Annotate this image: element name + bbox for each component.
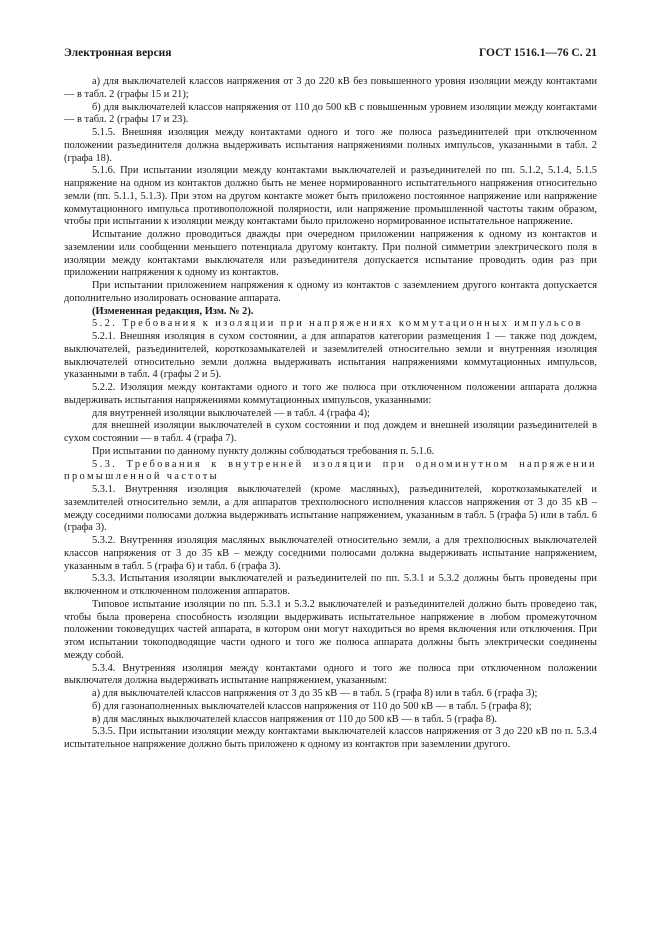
paragraph: 5.3.5. При испытании изоляции между контактами выключателей классов напряжения от 3 до 220 кВ по п. 5.3.4 испытательное напряжение должно быть приложено к одному из контактов при заземлении другого. — [64, 726, 597, 750]
paragraph: 5.3.4. Внутренняя изоляция между контактами одного и того же полюса при отключенном положении выключателя должна выдерживать испытание напряжением, указанным: — [64, 662, 597, 687]
paragraph: 5.2.2. Изоляция между контактами одного и того же полюса при отключенном положении аппарата должна выдерживать испытания напряжениями коммутационных импульсов, указанными: — [64, 382, 597, 406]
header-edition-label: Электронная версия — [64, 47, 172, 59]
paragraph: 5.1.6. При испытании изоляции между контактами выключателей и разъединителей по пп. 5.1.2, 5.1.4, 5.1.5 напряжение на одном из контактов должно быть не менее нормированного испытательного напряжения относительно земли (пп. 5.1.1, 5.1.3). При этом на другом контакте может быть приложено постоянное напряжение или напряжение коммутационного импульса противоположной полярности, или напряжение промышленной частоты таким образом, чтобы при испытании к изоляции между контактами было приложено нормированное испытательное напряжение. — [64, 165, 597, 228]
paragraph: Типовое испытание изоляции по пп. 5.3.1 и 5.3.2 выключателей и разъединителей должно быть проведено так, чтобы была проверена способность изоляции выдерживать испытательное напряжение в любом промежуточном положении токоведущих частей аппарата, в котором они могут находиться во время включения или отключения. При этом испытании токоподводящие части одного и того же полюса аппарата должны быть электрически соединены между собой. — [64, 598, 597, 661]
paragraph: 5.1.5. Внешняя изоляция между контактами одного и того же полюса разъединителей при отключенном положении разъединителя должна выдерживать испытания напряжениями полных импульсов, указанными в табл. 2 (графа 18). — [64, 127, 597, 164]
paragraph: При испытании приложением напряжения к одному из контактов с заземлением другого контакта допускается дополнительно изолировать основание аппарата. — [64, 280, 597, 304]
paragraph: 5.3. Требования к внутренней изоляции при одноминутном напряжении промышленной частоты — [64, 458, 597, 483]
paragraph: (Измененная редакция, Изм. № 2). — [92, 305, 254, 317]
paragraph: б) для газонаполненных выключателей классов напряжения от 110 до 500 кВ — в табл. 5 (графа 8); — [92, 700, 532, 712]
paragraph: б) для выключателей классов напряжения от 110 до 500 кВ с повышенным уровнем изоляции между контактами — в табл. 2 (графы 17 и 23). — [64, 101, 597, 126]
paragraph: а) для выключателей классов напряжения от 3 до 220 кВ без повышенного уровня изоляции между контактами — в табл. 2 (графы 15 и 21); — [64, 76, 597, 100]
document-body — [64, 76, 597, 752]
paragraph: 5.3.2. Внутренняя изоляция масляных выключателей относительно земли, а для трехполюсных выключателей классов напряжения от 3 до 35 кВ – между соседними полюсами должна выдерживать испытание напряжением, указанным в табл. 5 (графа 6) и табл. 6 (графа 3). — [64, 535, 597, 572]
header-standard-page: ГОСТ 1516.1—76 С. 21 — [478, 47, 597, 59]
paragraph: для внутренней изоляции выключателей — в табл. 4 (графа 4); — [92, 407, 370, 419]
paragraph: 5.2. Требования к изоляции при напряжениях коммутационных импульсов — [92, 318, 583, 330]
paragraph: 5.3.3. Испытания изоляции выключателей и разъединителей по пп. 5.3.1 и 5.3.2 должны быть проведены при включенном и отключенном положения аппаратов. — [64, 573, 597, 597]
paragraph: в) для масляных выключателей классов напряжения от 110 до 500 кВ — в табл. 5 (графа 8). — [92, 713, 498, 725]
paragraph: Испытание должно проводиться дважды при очередном приложении напряжения к одному из контактов и заземлении или сообщении меньшего потенциала другому контакту. При полной симметрии электрического поля в изоляции между контактами выключателя или разъединителя допускается испытание проводить один раз при приложении напряжения к одному из контактов. — [64, 229, 597, 279]
paragraph: 5.3.1. Внутренняя изоляция выключателей (кроме масляных), разъединителей, короткозамыкателей и заземлителей относительно земли, а для аппаратов трехполюсного исполнения классов напряжения от 3 до 35 кВ – между соседними полюсами должна выдерживать испытание напряжением, указанным в табл. 5 (графа 5) или в табл. 6 (графа 3). — [64, 484, 597, 534]
paragraph: а) для выключателей классов напряжения от 3 до 35 кВ — в табл. 5 (графа 8) или в табл. 6 (графа 3); — [92, 688, 538, 699]
paragraph: 5.2.1. Внешняя изоляция в сухом состоянии, а для аппаратов категории размещения 1 — также под дождем, выключателей, разъединителей, короткозамыкателей и заземлителей относительно земли и внутренняя изоляция выключателей относительно земли должна выдерживать испытания напряжениями коммутационных импульсов, указанными в табл. 4 (графы 2 и 5). — [64, 331, 597, 381]
paragraph: При испытании по данному пункту должны соблюдаться требования п. 5.1.6. — [92, 445, 435, 457]
paragraph: для внешней изоляции выключателей в сухом состоянии и под дождем и внешней изоляции разъединителей в сухом состоянии — в табл. 4 (графа 7). — [64, 420, 597, 444]
